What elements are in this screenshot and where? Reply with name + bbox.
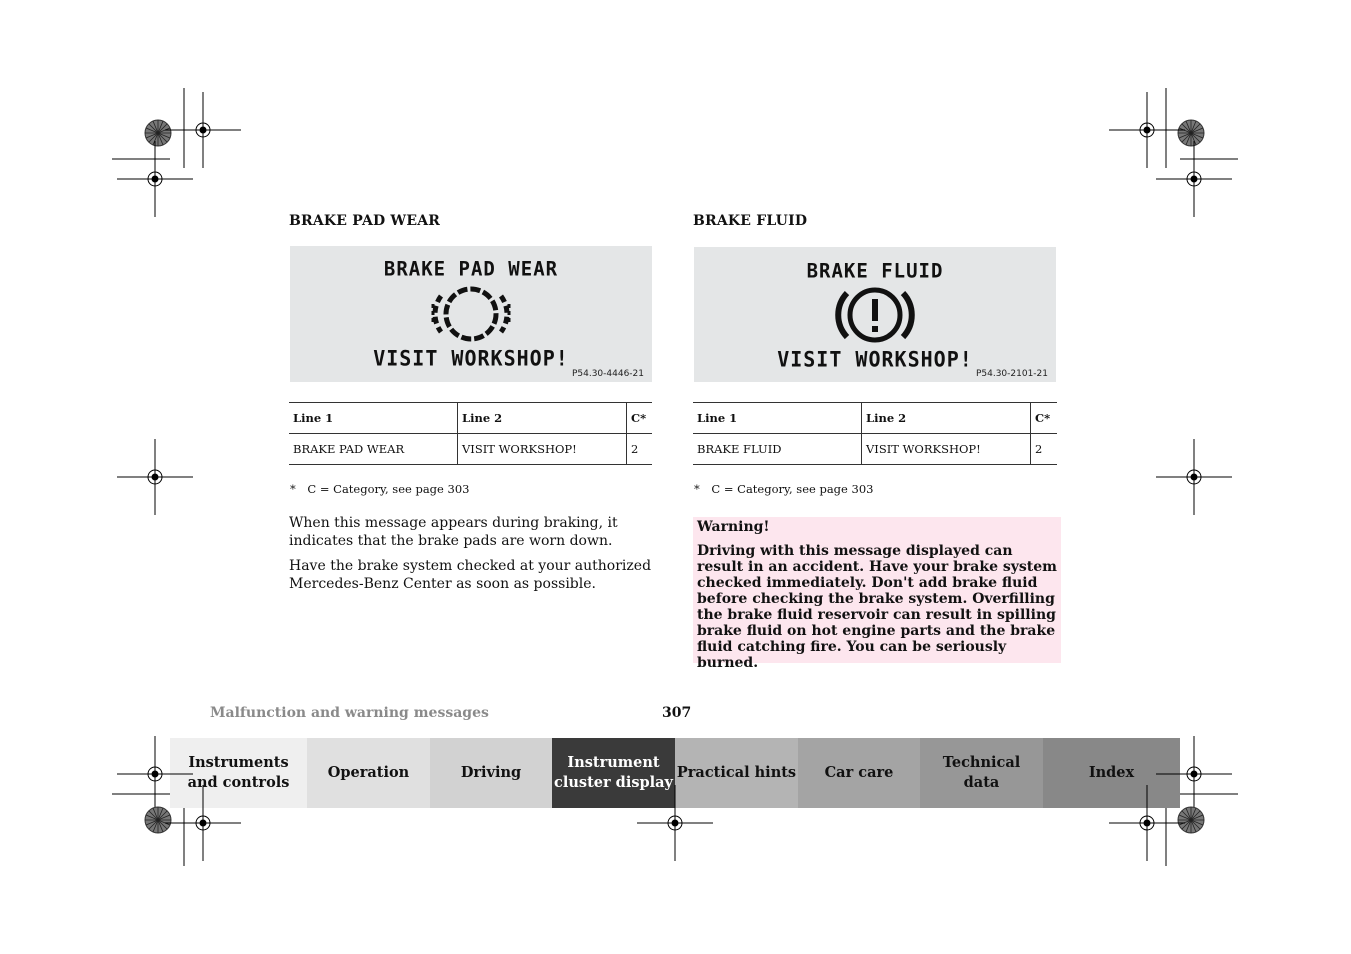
nav-tab-label: Car care xyxy=(824,764,894,781)
registration-mark-icon xyxy=(165,785,241,861)
display-line1: BRAKE PAD WEAR xyxy=(383,257,559,281)
nav-tab-label: cluster display xyxy=(554,774,673,791)
warning-title: Warning! xyxy=(697,519,770,535)
nav-tab-label: Instruments xyxy=(188,754,289,771)
registration-mark-icon xyxy=(637,785,713,861)
table-header-cell: C* xyxy=(1031,403,1058,434)
brake-fluid-title: BRAKE FLUID xyxy=(693,213,808,229)
registration-star-icon xyxy=(1178,120,1204,146)
table-header-cell: Line 2 xyxy=(862,403,1031,434)
nav-tab-label: and controls xyxy=(187,774,290,791)
table-cell: BRAKE PAD WEAR xyxy=(289,434,458,465)
footnote-mark: * xyxy=(290,482,296,496)
registration-mark-icon xyxy=(1156,141,1232,217)
registration-mark-icon xyxy=(1109,92,1185,168)
table-cell: 2 xyxy=(627,434,653,465)
table-cell: BRAKE FLUID xyxy=(693,434,862,465)
table-header-cell: Line 1 xyxy=(289,403,458,434)
warning-text: Driving with this message displayed can result in an accident. Have your brake system checked immediately. Don't add brake fluid before checking the brake system. Overfilling the brake fluid reservoir can result in spilling brake fluid on hot engine parts and the brake fluid catching fire. You can be seriously burned. xyxy=(697,543,1057,671)
nav-tab-label: data xyxy=(963,774,1000,791)
nav-tab-label: Driving xyxy=(460,764,522,781)
table-cell: 2 xyxy=(1031,434,1058,465)
body-paragraph-1: When this message appears during braking, it indicates that the brake pads are worn down. xyxy=(289,515,618,549)
registration-mark-icon xyxy=(1109,785,1185,861)
registration-star-icon xyxy=(145,120,171,146)
page-number: 307 xyxy=(662,705,692,721)
registration-mark-icon xyxy=(117,736,193,812)
table-cell: VISIT WORKSHOP! xyxy=(458,434,627,465)
table-cell: VISIT WORKSHOP! xyxy=(862,434,1031,465)
table-header-cell: Line 2 xyxy=(458,403,627,434)
nav-tab-label: Operation xyxy=(327,764,410,781)
table-header-cell: C* xyxy=(627,403,653,434)
footnote-mark: * xyxy=(694,482,700,496)
registration-mark-icon xyxy=(1156,439,1232,515)
figure-code: P54.30-4446-21 xyxy=(571,369,644,379)
figure-code: P54.30-2101-21 xyxy=(975,369,1048,379)
registration-mark-icon xyxy=(117,141,193,217)
registration-star-icon xyxy=(1178,807,1204,833)
footnote-text: C = Category, see page 303 xyxy=(711,482,874,496)
display-line1: BRAKE FLUID xyxy=(806,259,944,283)
display-line2: VISIT WORKSHOP! xyxy=(373,345,569,371)
table-header-cell: Line 1 xyxy=(693,403,862,434)
registration-star-icon xyxy=(145,807,171,833)
registration-mark-icon xyxy=(117,439,193,515)
display-line2: VISIT WORKSHOP! xyxy=(777,346,973,372)
registration-mark-icon xyxy=(1156,736,1232,812)
brake-pad-wear-title: BRAKE PAD WEAR xyxy=(289,213,441,229)
registration-mark-icon xyxy=(165,92,241,168)
section-title: Malfunction and warning messages xyxy=(210,705,489,721)
body-paragraph-2: Have the brake system checked at your authorized Mercedes-Benz Center as soon as possible. xyxy=(289,558,652,592)
nav-tab-label: Instrument xyxy=(567,754,660,771)
nav-tab-label: Technical xyxy=(942,754,1021,771)
nav-tab-label: Practical hints xyxy=(676,764,797,781)
nav-tab-label: Index xyxy=(1088,764,1135,781)
footnote-text: C = Category, see page 303 xyxy=(307,482,470,496)
